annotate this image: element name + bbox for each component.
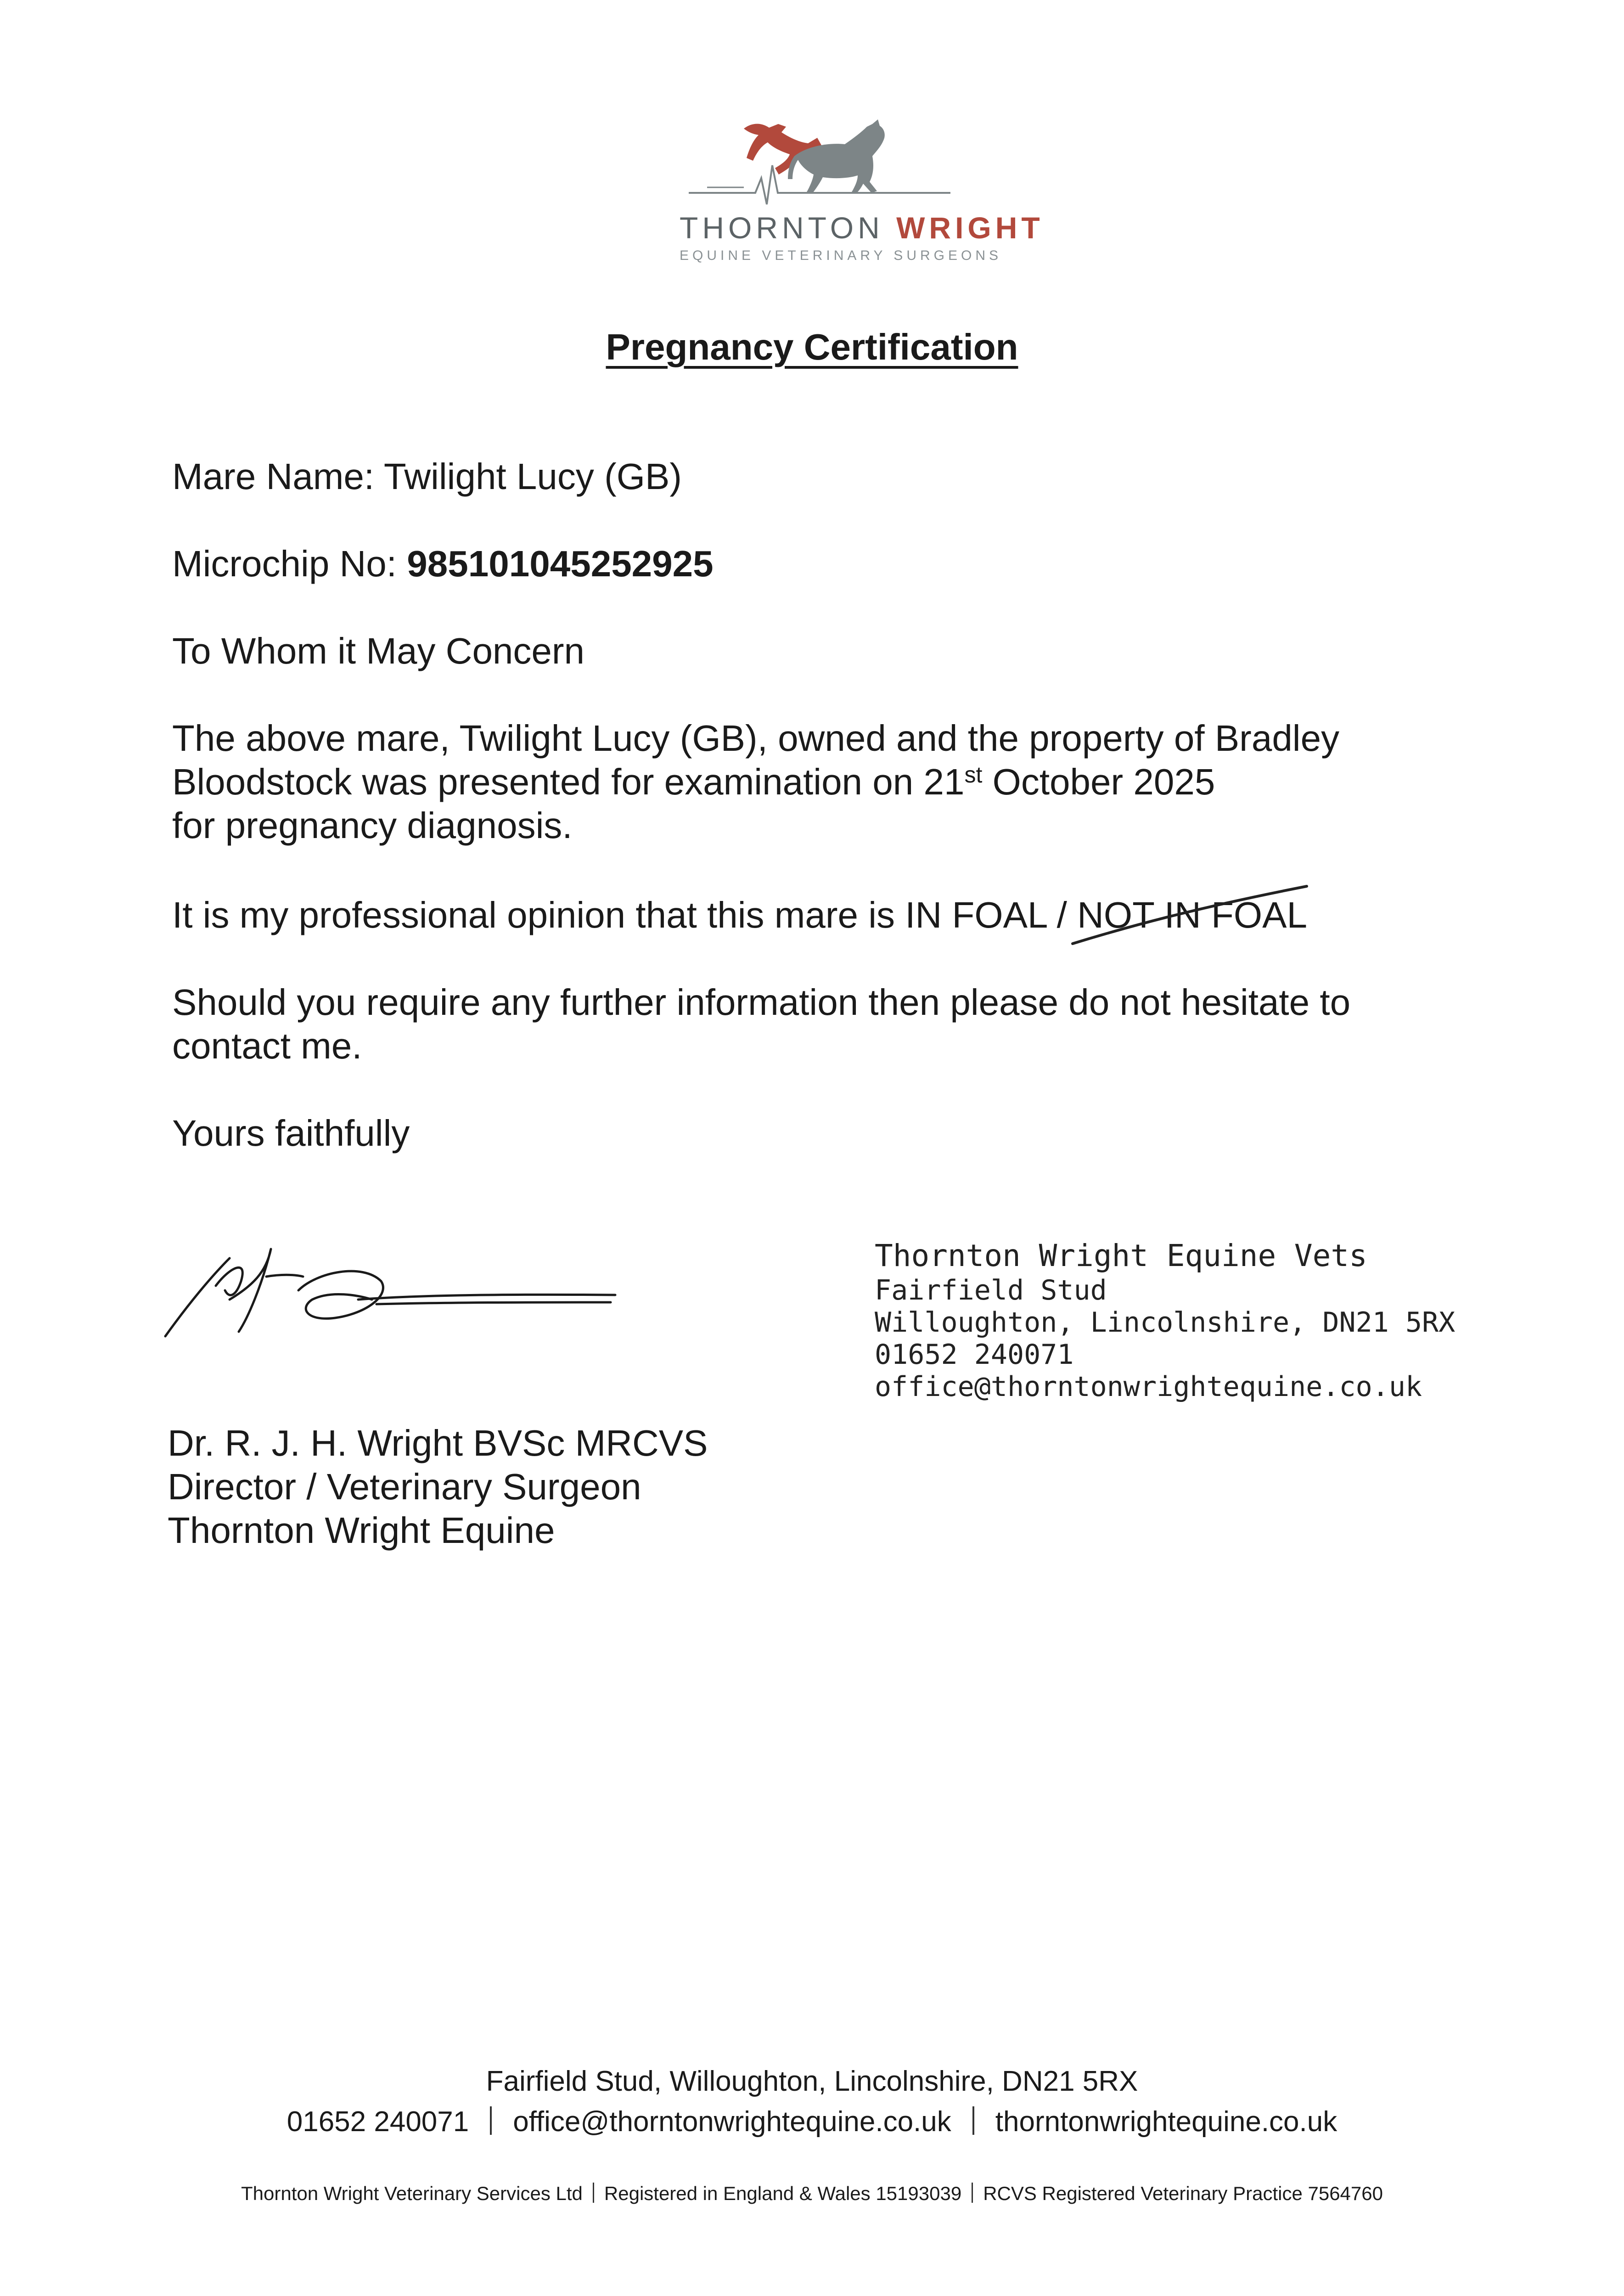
footer-reg-number: Registered in England & Wales 15193039 <box>604 2183 962 2204</box>
horse-logo-icon <box>680 110 955 216</box>
paragraph-line: Should you require any further information then please do not hesitate to <box>172 982 1351 1023</box>
signatory-org: Thornton Wright Equine <box>168 1510 555 1551</box>
signatory-block <box>168 1421 708 1552</box>
address-practice-name: Thornton Wright Equine Vets <box>875 1238 1367 1273</box>
practice-logo <box>680 110 1044 266</box>
practice-address-block <box>875 1238 1455 1403</box>
footer-address: Fairfield Stud, Willoughton, Lincolnshire, DN21 5RX <box>486 2065 1138 2097</box>
footer-phone: 01652 240071 <box>287 2106 469 2138</box>
footer-email: office@thorntonwrightequine.co.uk <box>513 2106 951 2138</box>
logo-name-part2: WRIGHT <box>896 211 1044 245</box>
address-town: Willoughton, Lincolnshire, DN21 5RX <box>875 1306 1455 1339</box>
footer-rcvs: RCVS Registered Veterinary Practice 7564760 <box>983 2183 1383 2204</box>
strikethrough-mark <box>1063 875 1321 953</box>
paragraph-line <box>172 760 1339 804</box>
footer-contact <box>0 2105 1624 2138</box>
salutation: To Whom it May Concern <box>172 630 585 671</box>
date-month-year: October 2025 <box>982 761 1215 802</box>
handwritten-signature <box>161 1231 629 1350</box>
footer-separator <box>490 2106 492 2135</box>
mare-name-line <box>172 455 682 498</box>
paragraph-examination <box>172 716 1339 847</box>
footer-separator <box>593 2183 594 2203</box>
address-email: office@thorntonwrightequine.co.uk <box>875 1371 1422 1403</box>
date-text: Bloodstock was presented for examination on 21 <box>172 761 965 802</box>
paragraph-line: The above mare, Twilight Lucy (GB), owned and the property of Bradley <box>172 718 1340 759</box>
mare-name-label: Mare Name: <box>172 456 375 497</box>
struck-option-text: NOT IN FOAL <box>1077 895 1307 935</box>
address-stud: Fairfield Stud <box>875 1274 1107 1306</box>
microchip-label: Microchip No: <box>172 543 397 584</box>
paragraph-line: contact me. <box>172 1025 362 1066</box>
footer-separator <box>972 2106 974 2135</box>
footer-separator <box>972 2183 973 2203</box>
logo-subtitle: EQUINE VETERINARY SURGEONS <box>680 248 1002 263</box>
signatory-role: Director / Veterinary Surgeon <box>168 1466 641 1507</box>
paragraph-line: for pregnancy diagnosis. <box>172 805 573 846</box>
address-phone: 01652 240071 <box>875 1339 1074 1371</box>
opinion-line <box>172 893 1307 937</box>
microchip-line <box>172 542 714 585</box>
logo-wordmark <box>680 210 1044 245</box>
date-ordinal: st <box>964 762 983 788</box>
microchip-value: 985101045252925 <box>407 543 714 584</box>
struck-option <box>1077 893 1307 937</box>
logo-name-part1: THORNTON <box>680 211 884 245</box>
opinion-text: It is my professional opinion that this mare is IN FOAL / <box>172 895 1078 935</box>
closing: Yours faithfully <box>172 1113 410 1154</box>
footer-website: thorntonwrightequine.co.uk <box>995 2106 1337 2138</box>
paragraph-contact <box>172 980 1350 1068</box>
document-title: Pregnancy Certification <box>606 326 1018 367</box>
mare-name-value: Twilight Lucy (GB) <box>383 456 682 497</box>
footer-company: Thornton Wright Veterinary Services Ltd <box>241 2183 583 2204</box>
footer-registration <box>0 2183 1624 2205</box>
signatory-name: Dr. R. J. H. Wright BVSc MRCVS <box>168 1423 708 1463</box>
